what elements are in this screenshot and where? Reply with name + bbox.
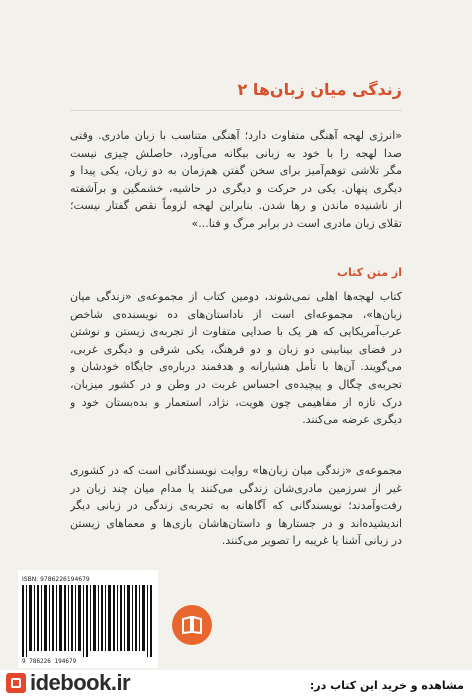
description-line: کتاب لهجه‌ها اهلی نمی‌شوند، دومین کتاب از مجموعه‌ی «زندگی میان bbox=[70, 290, 402, 303]
excerpt-line: صدا لهجه را با خود به زبانی بیگانه می‌آورد، حاصلش چیزی نیست bbox=[70, 146, 402, 160]
excerpt-line: مگر تلاشی توهم‌آمیز برای سخن گفتن هم‌زمان به دو زبان، یکی پیدا و bbox=[70, 164, 402, 178]
series-paragraph bbox=[70, 462, 402, 550]
idebook-logo[interactable] bbox=[6, 670, 130, 696]
series-title: زندگی میان زبان‌ها ۲ bbox=[237, 80, 402, 99]
description-line: عرب‌آمریکایی که هر یک با صدایی متفاوت از تجربه‌ی زیستن و نوشتن bbox=[70, 325, 402, 339]
publisher-logo bbox=[172, 605, 212, 645]
series-line: غیر از سرزمین مادری‌شان زندگی می‌کنند یا مدام میان چند زبان در bbox=[70, 481, 402, 495]
excerpt-line: دیگری پنهان. یکی در حرکت و دیگری در حاشیه، خشمگین و برآشفته bbox=[70, 181, 402, 195]
description-line: می‌گویند. آن‌ها با تأمل هشیارانه و هدفمند درباره‌ی جایگاه خودشان و bbox=[70, 360, 402, 374]
description-line: در فضای بینابینی دو زبان و دو فرهنگ، یکی شرقی و دیگری غربی، bbox=[70, 342, 402, 356]
series-line: مجموعه‌ی «زندگی میان زبان‌ها» روایت نویسندگانی است که در کشوری bbox=[70, 464, 402, 477]
description-line: تجربه‌ی چگال و پیچیده‌ی احساس غربت در وطن و در کشور میزبان، bbox=[70, 377, 402, 391]
footer-bar bbox=[0, 670, 472, 700]
footer-note: مشاهده و خرید این کتاب در: bbox=[309, 679, 464, 692]
excerpt-line: از ناشنیده ماندن و رها شدن. بنابراین لهجه لزوماً نقص گفتار نیست؛ bbox=[70, 199, 402, 213]
barcode-icon bbox=[22, 585, 152, 657]
excerpt-line: تقلای زبان مادری است در برابر مرگ و فنا...» bbox=[191, 216, 402, 230]
excerpt-source: از متن کتاب bbox=[336, 266, 402, 279]
site-name: idebook.ir bbox=[30, 670, 131, 695]
isbn-label: ISBN: 9786226194679 bbox=[22, 576, 90, 583]
divider bbox=[70, 110, 402, 111]
series-line: رفت‌وآمدند؛ نویسندگانی که آگاهانه به تجربه‌ی زندگی در زبانی دیگر bbox=[70, 499, 402, 513]
description-line: دیگری عرضه می‌کنند. bbox=[302, 413, 402, 427]
idebook-logo-icon bbox=[6, 673, 26, 693]
book-badge-icon bbox=[181, 615, 203, 635]
description-line: زبان‌ها»، مجموعه‌ای است از ناداستان‌های ده نویسنده‌ی شاخص bbox=[70, 307, 402, 321]
description-line: درک تازه از مفاهیمی چون هویت، نژاد، استعمار و بده‌بستان خود و bbox=[70, 395, 402, 409]
excerpt-line: «انرژی لهجه آهنگی متفاوت دارد؛ آهنگی متناسب با زبان مادری. وقتی bbox=[70, 129, 402, 142]
excerpt-paragraph bbox=[70, 127, 402, 233]
barcode-number: 9 786226 194679 bbox=[22, 658, 77, 665]
series-line: اندیشیده‌اند و در جستارها و داستان‌هاشان بازی‌ها و معماهای زیستن bbox=[70, 516, 402, 530]
series-line: در زبانی آشنا یا غریبه را تصویر می‌کنند. bbox=[221, 534, 402, 548]
description-paragraph bbox=[70, 288, 402, 429]
